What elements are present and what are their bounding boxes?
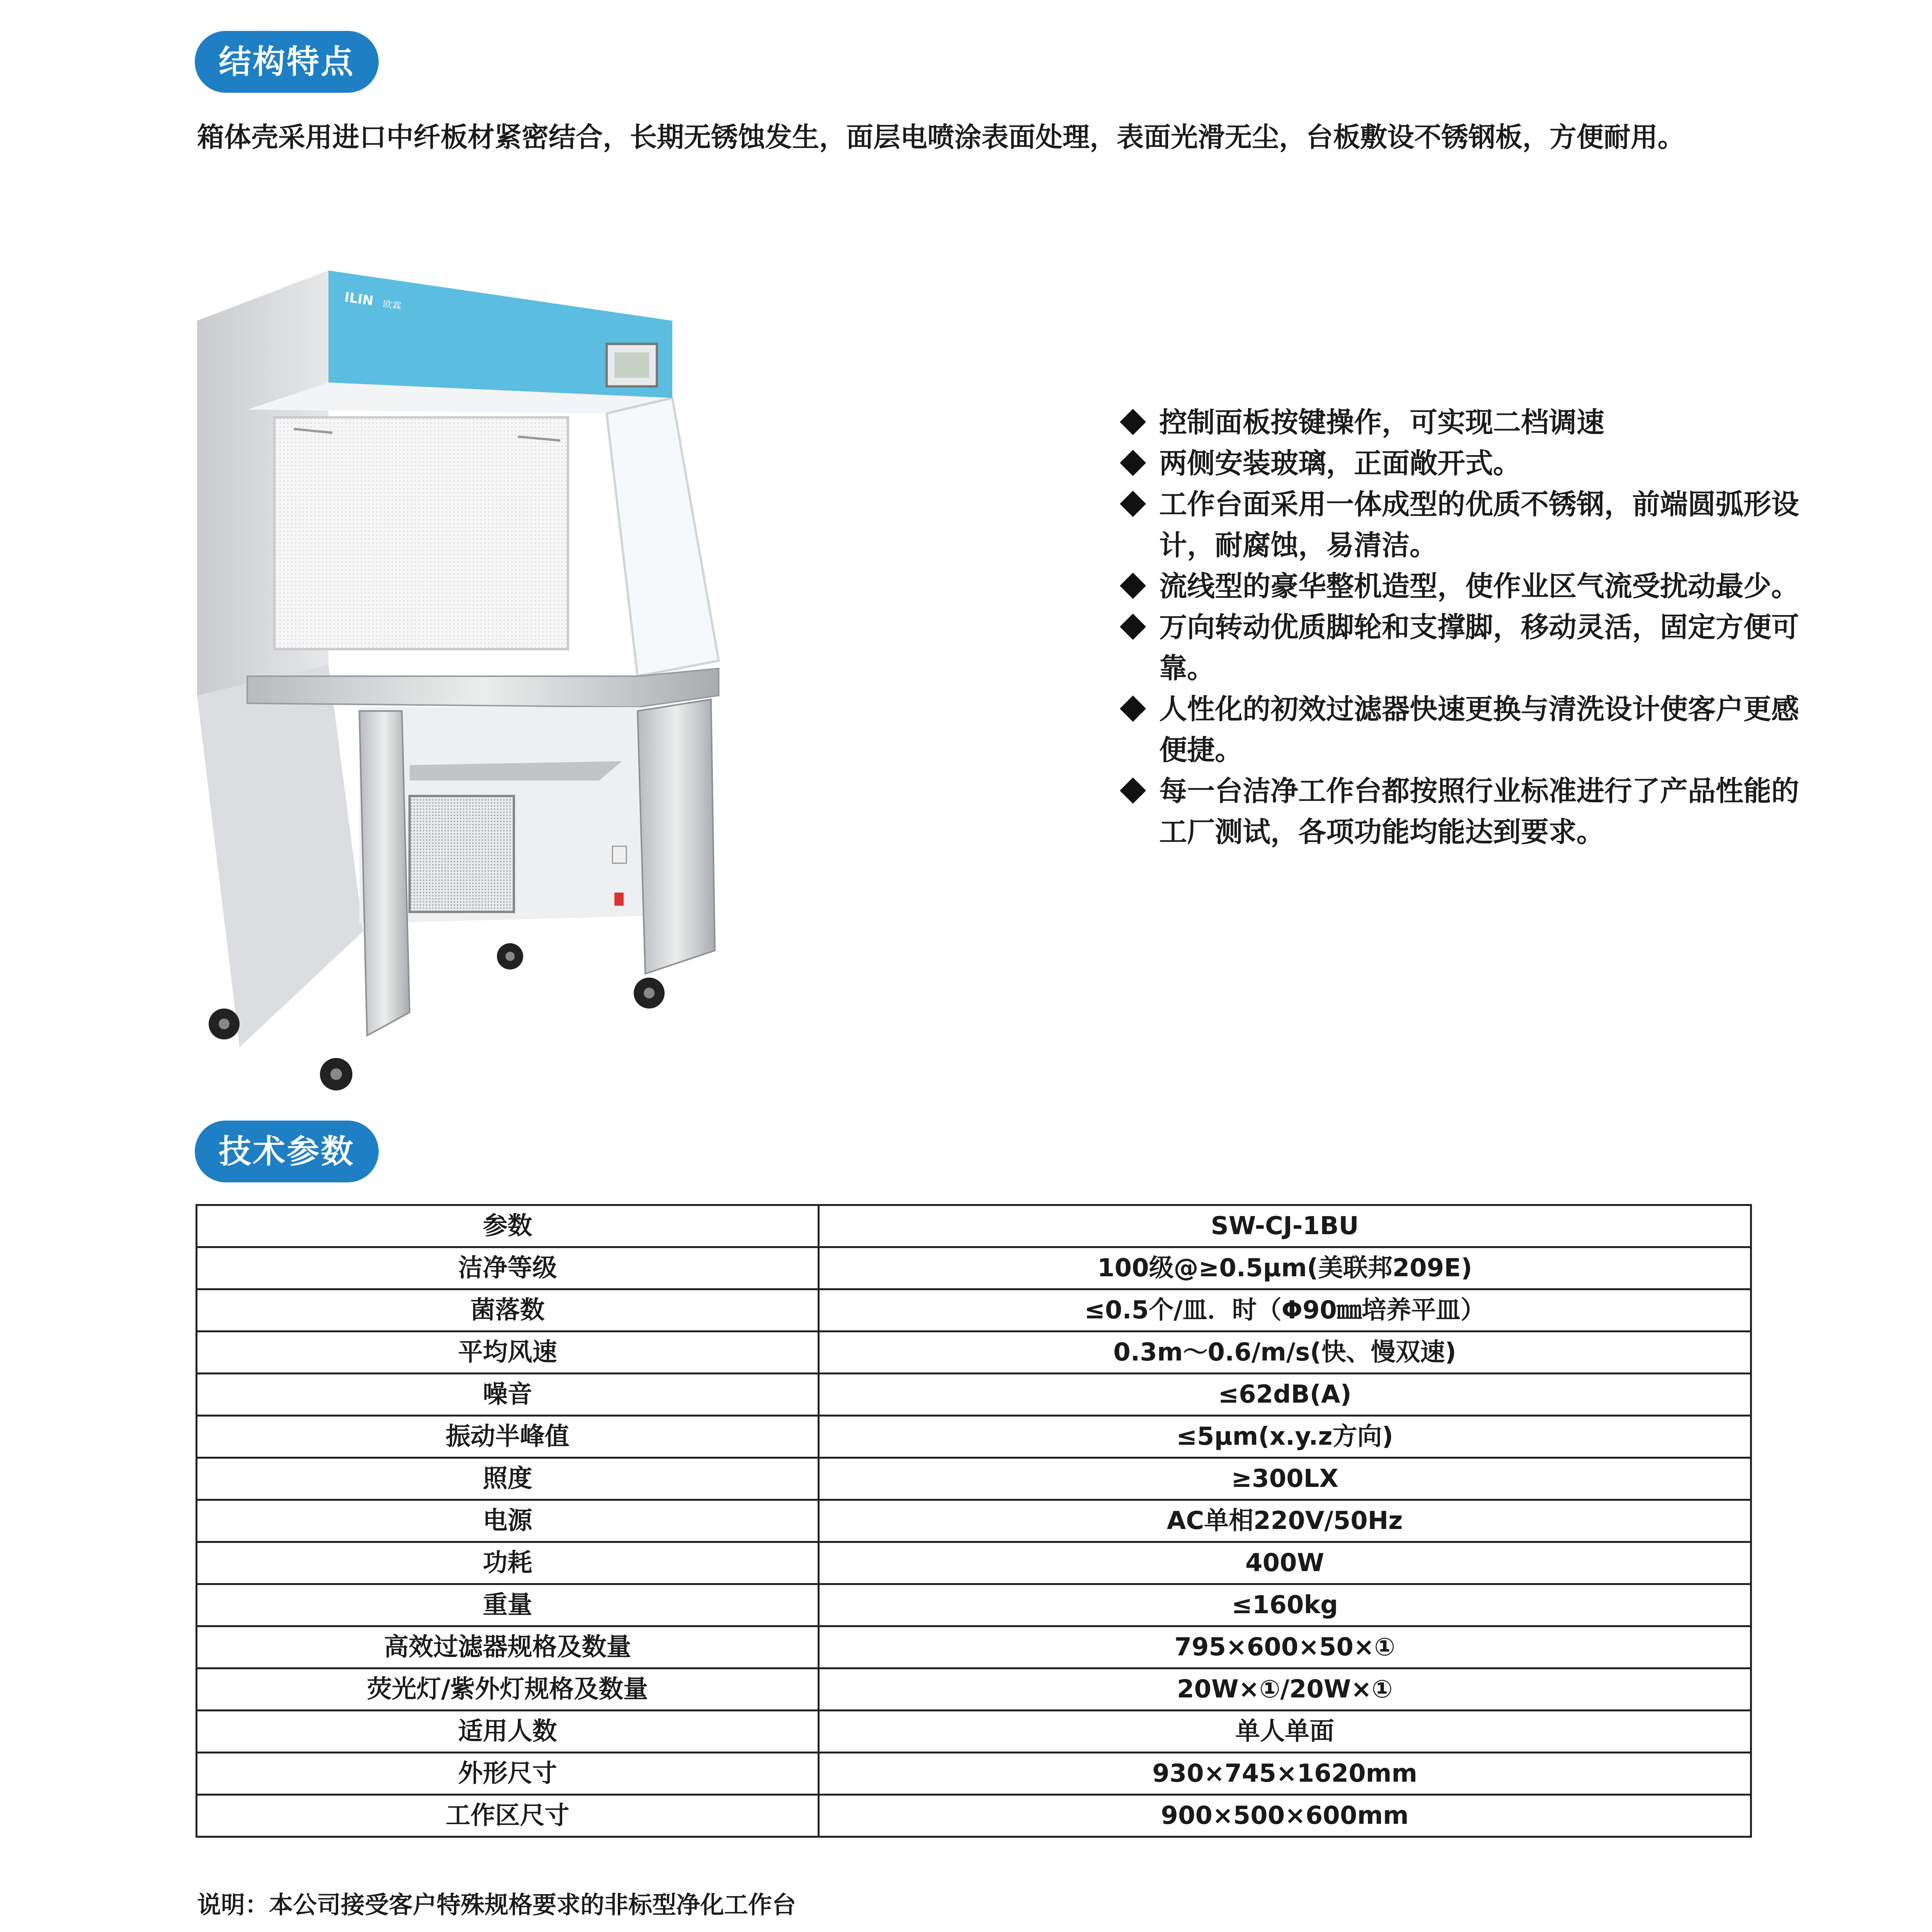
diamond-bullet-icon bbox=[1120, 450, 1146, 476]
param-cell: 适用人数 bbox=[197, 1711, 819, 1753]
table-row bbox=[197, 1668, 1751, 1711]
diamond-bullet-icon bbox=[1120, 409, 1146, 435]
brand-logo-cn: 欧霖 bbox=[382, 298, 402, 312]
value-cell: ≥300LX bbox=[819, 1458, 1751, 1500]
value-cell: ≤5μm(x.y.z方向) bbox=[819, 1416, 1751, 1458]
section-badge-structure: 结构特点 bbox=[195, 31, 379, 93]
clean-bench-image bbox=[193, 267, 738, 1105]
param-cell: 荧光灯/紫外灯规格及数量 bbox=[197, 1668, 819, 1711]
param-cell: 功耗 bbox=[197, 1542, 819, 1584]
value-cell: AC单相220V/50Hz bbox=[819, 1500, 1751, 1542]
param-cell: 平均风速 bbox=[197, 1332, 819, 1374]
value-cell: 900×500×600mm bbox=[819, 1795, 1751, 1837]
value-cell: 0.3m～0.6/m/s(快、慢双速) bbox=[819, 1332, 1751, 1374]
value-cell: 100级@≥0.5μm(美联邦209E) bbox=[819, 1247, 1751, 1289]
section-badge-specs: 技术参数 bbox=[195, 1121, 379, 1182]
table-row bbox=[197, 1711, 1751, 1753]
value-cell: 400W bbox=[819, 1542, 1751, 1584]
table-row bbox=[197, 1584, 1751, 1626]
table-row bbox=[197, 1289, 1751, 1332]
value-cell: ≤62dB(A) bbox=[819, 1374, 1751, 1416]
param-cell: 高效过滤器规格及数量 bbox=[197, 1626, 819, 1668]
param-cell: 菌落数 bbox=[197, 1289, 819, 1332]
value-cell: SW-CJ-1BU bbox=[819, 1205, 1751, 1247]
param-cell: 工作区尺寸 bbox=[197, 1795, 819, 1837]
left-leg bbox=[359, 711, 410, 1036]
table-row bbox=[197, 1542, 1751, 1584]
table-row bbox=[197, 1205, 1751, 1247]
table-row bbox=[197, 1458, 1751, 1500]
power-switch-icon bbox=[614, 893, 624, 906]
feature-item: 每一台洁净工作台都按照行业标准进行了产品性能的工厂测试，各项功能均能达到要求。 bbox=[1121, 770, 1816, 852]
feature-item: 工作台面采用一体成型的优质不锈钢，前端圆弧形设计，耐腐蚀，易清洁。 bbox=[1121, 484, 1816, 566]
footnote: 说明：本公司接受客户特殊规格要求的非标型净化工作台 bbox=[197, 1891, 796, 1919]
diamond-bullet-icon bbox=[1120, 696, 1146, 722]
param-cell: 照度 bbox=[197, 1458, 819, 1500]
value-cell: 20W×①/20W×① bbox=[819, 1668, 1751, 1711]
diamond-bullet-icon bbox=[1120, 777, 1146, 804]
param-cell: 电源 bbox=[197, 1500, 819, 1542]
feature-list bbox=[1121, 402, 1816, 852]
value-cell: 795×600×50×① bbox=[819, 1626, 1751, 1668]
value-cell: 单人单面 bbox=[819, 1711, 1751, 1753]
brand-logo: ILIN bbox=[343, 289, 375, 309]
feature-item: 流线型的豪华整机造型，使作业区气流受扰动最少。 bbox=[1121, 566, 1816, 607]
table-row bbox=[197, 1753, 1751, 1795]
value-cell: 930×745×1620mm bbox=[819, 1753, 1751, 1795]
param-cell: 参数 bbox=[197, 1205, 819, 1247]
diamond-bullet-icon bbox=[1120, 573, 1146, 599]
param-cell: 重量 bbox=[197, 1584, 819, 1626]
table-row bbox=[197, 1247, 1751, 1289]
feature-item: 人性化的初效过滤器快速更换与清洗设计使客户更感便捷。 bbox=[1121, 689, 1816, 770]
feature-item: 两侧安装玻璃，正面敞开式。 bbox=[1121, 443, 1816, 484]
structure-description: 箱体壳采用进口中纤板材紧密结合，长期无锈蚀发生，面层电喷涂表面处理，表面光滑无尘，台板敷设不锈钢板，方便耐用。 bbox=[197, 121, 1685, 153]
feature-item: 万向转动优质脚轮和支撑脚，移动灵活，固定方便可靠。 bbox=[1121, 607, 1816, 689]
diamond-bullet-icon bbox=[1120, 491, 1146, 517]
spec-table bbox=[196, 1204, 1752, 1838]
param-cell: 外形尺寸 bbox=[197, 1753, 819, 1795]
value-cell: ≤0.5个/皿．时（Φ90㎜培养平皿） bbox=[819, 1289, 1751, 1332]
hepa-filter-mesh bbox=[274, 417, 568, 649]
prefilter-grille bbox=[410, 796, 514, 912]
table-row bbox=[197, 1500, 1751, 1542]
side-glass bbox=[607, 398, 719, 676]
right-leg bbox=[638, 699, 715, 974]
param-cell: 洁净等级 bbox=[197, 1247, 819, 1289]
param-cell: 振动半峰值 bbox=[197, 1416, 819, 1458]
table-row bbox=[197, 1795, 1751, 1837]
table-row bbox=[197, 1332, 1751, 1374]
param-cell: 噪音 bbox=[197, 1374, 819, 1416]
feature-item: 控制面板按键操作，可实现二档调速 bbox=[1121, 402, 1816, 443]
table-row bbox=[197, 1374, 1751, 1416]
table-row bbox=[197, 1416, 1751, 1458]
diamond-bullet-icon bbox=[1120, 614, 1146, 640]
value-cell: ≤160kg bbox=[819, 1584, 1751, 1626]
table-row bbox=[197, 1626, 1751, 1668]
